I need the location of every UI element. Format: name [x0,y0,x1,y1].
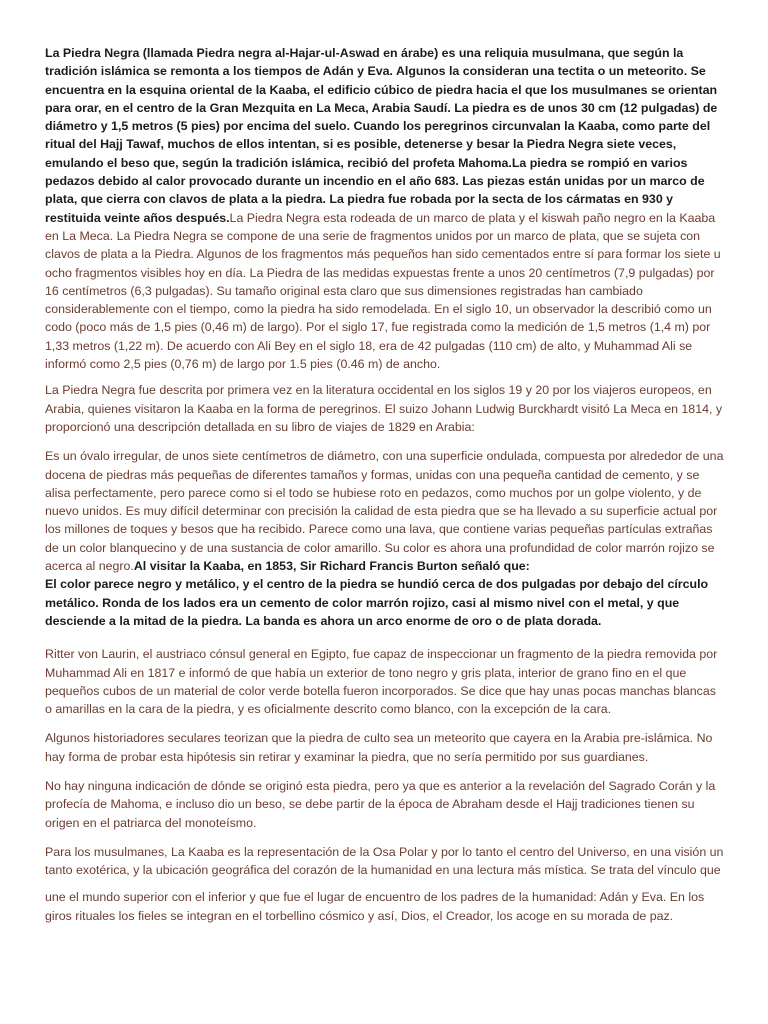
paragraph-black-stone-intro [45,44,724,373]
paragraph-kaaba-polar: Para los musulmanes, La Kaaba es la representación de la Osa Polar y por lo tanto el centro del Universo, en una visión un tanto exotérica, y la ubicación geográfica del corazón de la humanidad en una lectura más mística. Se trata del vínculo que [45,844,724,878]
paragraph-kaaba-union: une el mundo superior con el inferior y que fue el lugar de encuentro de los padres de la humanidad: Adán y Eva. En los giros rituales los fieles se integran en el torbellino cósmico y así, Dios, el Creador, los acoge en su morada de paz. [45,890,705,923]
intro-bold-text: La Piedra Negra (llamada Piedra negra al-Hajar-ul-Aswad en árabe) es una reliquia musulmana, que según la tradición islámica se remonta a los tiempos de Adán y Eva. Algunos la consideran una tectita o un meteorito. Se encuentra en la esquina oriental de la Kaaba, el edificio cúbico de piedra hacia el que los musulmanes se orientan para orar, en el centro de la Gran Mezquita en La Meca, Arabia Saudí. La piedra es de unos 30 cm (12 pulgadas) de diámetro y 1,5 metros (5 pies) por encima del suelo. Cuando los peregrinos circunvalan la Kaaba, como parte del ritual del Hajj Tawaf, muchos de ellos intentan, si es posible, detenerse y besar la Piedra Negra siete veces, emulando el beso que, según la tradición islámica, recibió del profeta Mahoma.La piedra se rompió en varios pedazos debido al calor provocado durante un incendio en el año 683. Las piezas están unidas por un marco de plata, que cierra con clavos de plata a la piedra. La piedra fue robada por la secta de los cármatas en 930 y restituida veinte años después. [45,46,718,225]
paragraph-burckhardt-description [45,447,724,630]
paragraph-origin: No hay ninguna indicación de dónde se originó esta piedra, pero ya que es anterior a la revelación del Sagrado Corán y la profecía de Mahoma, e incluso dio un beso, se debe partir de la época de Abraham desde el Hajj tradiciones tienen su origen en el patriarca del monoteísmo. [45,778,716,830]
paragraph-ritter-von-laurin: Ritter von Laurin, el austriaco cónsul general en Egipto, fue capaz de inspeccionar un fragmento de la piedra removida por Muhammad Ali en 1817 e informó de que había un exterior de tono negro y gris plata, interior de grano fino en el que pequeños cubos de un material de color verde botella fueron incorporados. Se dice que hay unas pocas manchas blancas o amarillas en la cara de la piedra, y es oficialmente descrito como blanco, con la excepción de la cara. [45,647,718,717]
burton-intro-bold-text: Al visitar la Kaaba, en 1853, Sir Richard Francis Burton señaló que: [133,559,530,574]
paragraph-western-literature: La Piedra Negra fue descrita por primera vez en la literatura occidental en los siglos 19 y 20 por los viajeros europeos, en Arabia, quienes visitaron la Kaaba en la forma de peregrinos. El suizo Johann Ludwig Burckhardt visitó La Meca en 1814, y proporcionó una descripción detallada en su libro de viajes de 1829 en Arabia: [45,383,723,434]
intro-light-text: La Piedra Negra esta rodeada de un marco de plata y el kiswah paño negro en la Kaaba en La Meca. La Piedra Negra se compone de una serie de fragmentos unidos por un marco de plata, que se sujeta con clavos de plata a la Piedra. Algunos de los fragmentos más pequeños han sido cementados entre sí para formar los siete u ocho fragmentos visibles hoy en día. La Piedra de las medidas expuestas frente a unos 20 centímetros (7,9 pulgadas) por 16 centímetros (6,3 pulgadas). Su tamaño original esta claro que sus dimensiones registradas han cambiado considerablemente con el tiempo, como la piedra ha sido remodelada. En el siglo 10, un observador la describió como un codo (poco más de 1,5 pies (0,46 m) de largo). Por el siglo 17, fue registrada como la medición de 1,5 metros (1,4 m) por 1,33 metros (1,22 m). De acuerdo con Ali Bey en el siglo 18, era de 42 pulgadas (110 cm) de alto, y Muhammad Ali se informó como 2,5 pies (0,76 m) de largo por 1.5 pies (0.46 m) de ancho. [45,210,721,372]
burton-quote-bold-text: El color parece negro y metálico, y el centro de la piedra se hundió cerca de dos pulgadas por debajo del círculo metálico. Ronda de los lados era un cemento de color marrón rojizo, casi al mismo nivel con el metal, y que desciende a la mitad de la piedra. La banda es ahora un arco enorme de oro o de plata dorada. [45,577,709,628]
burckhardt-light-text: Es un óvalo irregular, de unos siete centímetros de diámetro, con una superficie ondulada, compuesta por alrededor de una docena de piedras más pequeñas de diferentes tamaños y formas, unidas con una pequeña cantidad de cemento, y se alisa perfectamente, pero parece como si el todo se hubiese roto en pedazos, como muchos por un golpe violento, y de nuevo unidos. Es muy difícil determinar con precisión la calidad de esta piedra que se ha llevado a su superficie actual por los millones de toques y besos que ha recibido. Parece como una lava, que contiene varias pequeñas partículas extrañas de un color blanquecino y de una sustancia de color amarillo. Su color es ahora una profundidad de color marrón rojizo se acerca al negro. [45,449,724,574]
paragraph-meteorite-theory: Algunos historiadores seculares teorizan que la piedra de culto sea un meteorito que cayera en la Arabia pre-islámica. No hay forma de probar esta hipótesis sin retirar y examinar la piedra, que no sería permitido por sus guardianes. [45,731,713,764]
